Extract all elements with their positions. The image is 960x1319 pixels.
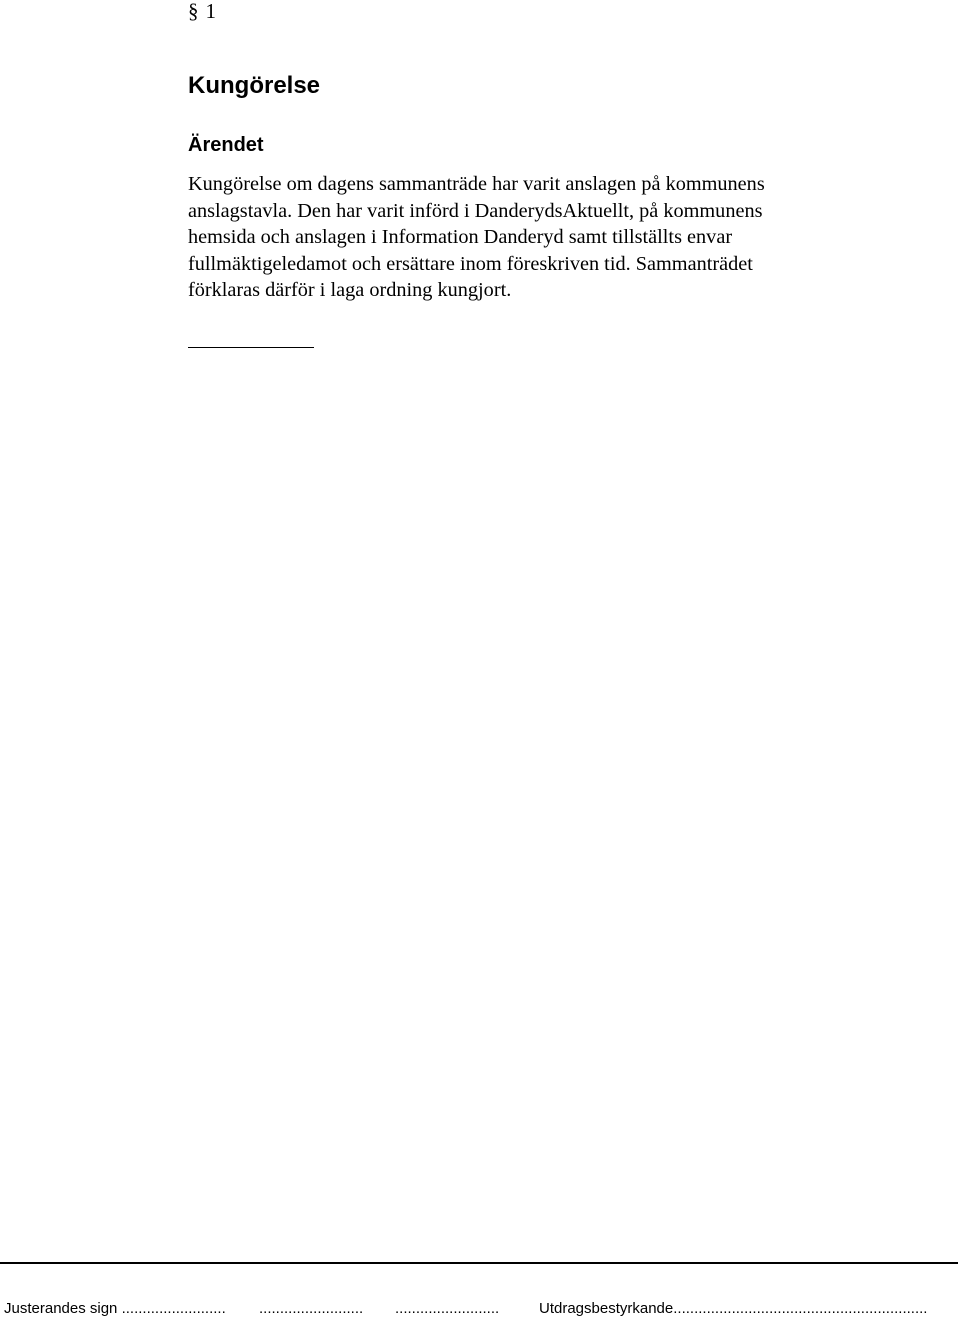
- paragraph-line: hemsida och anslagen i Information Danderyd samt tillställts envar: [188, 226, 733, 248]
- section-symbol: §: [188, 0, 199, 23]
- body-paragraph: [188, 171, 868, 304]
- section-number-value: 1: [205, 0, 216, 23]
- signature-field: .........................: [395, 1300, 500, 1317]
- signature-field: .........................: [259, 1300, 364, 1317]
- footer-divider: [0, 1262, 958, 1264]
- section-heading: Ärendet: [188, 134, 264, 156]
- paragraph-line: anslagstavla. Den har varit införd i DanderydsAktuellt, på kommunens: [188, 199, 763, 222]
- paragraph-line: förklaras därför i laga ordning kungjort.: [188, 279, 512, 301]
- document-title: Kungörelse: [188, 72, 321, 99]
- justerandes-sign-field: Justerandes sign .........................: [4, 1300, 226, 1317]
- utdragsbestyrkande-field: Utdragsbestyrkande.............................................................: [539, 1300, 928, 1317]
- divider: [188, 347, 314, 348]
- section-number: [188, 0, 216, 24]
- paragraph-line: Kungörelse om dagens sammanträde har varit anslagen på kommunens: [188, 173, 765, 195]
- paragraph-line: fullmäktigeledamot och ersättare inom föreskriven tid. Sammanträdet: [188, 252, 753, 275]
